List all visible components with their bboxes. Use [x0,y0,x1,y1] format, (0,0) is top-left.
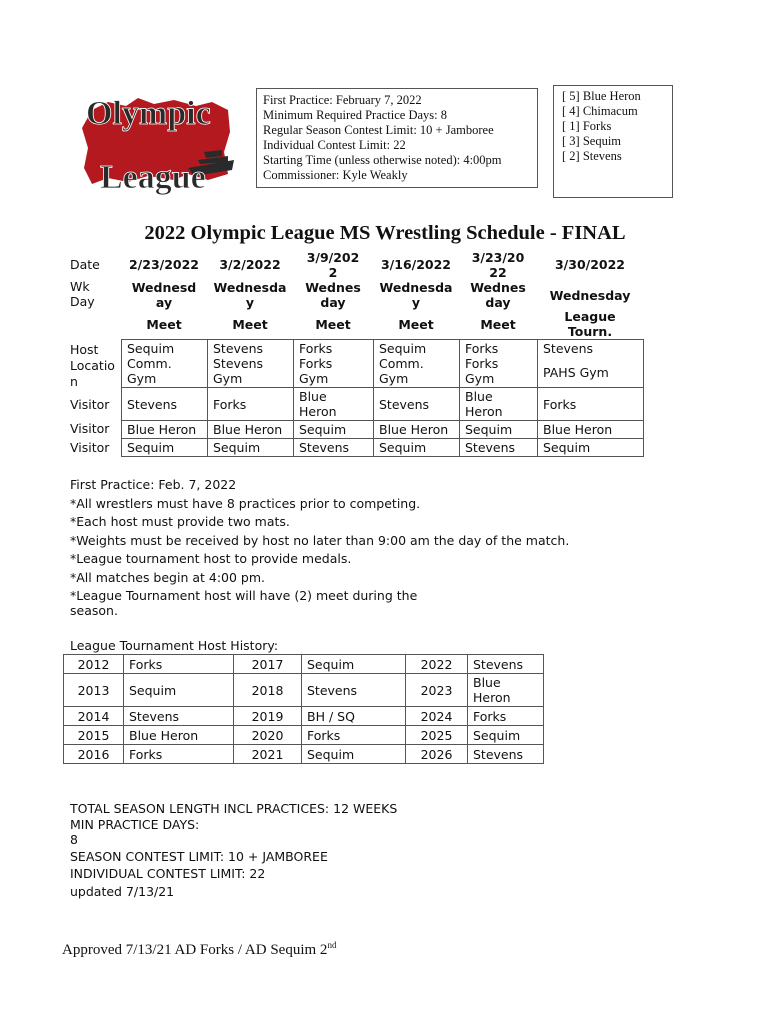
schedule-cell: Sequim [294,421,374,439]
schedule-cell [538,340,644,388]
info-line: Regular Season Contest Limit: 10 + Jamboree [263,123,494,137]
row-label-location: Locatio [70,358,115,373]
column-event-type: Meet [232,317,268,332]
cell-line: Sequim [127,341,175,356]
schedule-cell [122,388,208,421]
totals-line: INDIVIDUAL CONTEST LIMIT: 22 [70,866,266,881]
history-host: BH / SQ [302,707,406,726]
column-event-type: Meet [480,317,516,332]
history-row [64,655,544,674]
row-label-visitor: Visitor [70,397,110,412]
cell-line: Stevens [213,341,264,356]
history-year: 2013 [64,674,124,707]
history-year: 2026 [406,745,468,764]
cell-line: Blue [299,389,327,404]
history-host: Blue Heron [468,674,544,707]
history-year: 2020 [234,726,302,745]
team-line: [ 1] Forks [562,119,612,133]
cell-line: Blue [465,389,493,404]
history-host: Stevens [124,707,234,726]
row-label-day: Day [70,294,95,309]
schedule-cell: Blue Heron [374,421,460,439]
column-date: 3/30/2022 [554,257,625,272]
history-host: Sequim [302,655,406,674]
column-weekday: Wednesda [213,280,287,295]
cell-line: Comm. [379,356,424,371]
schedule-cell: Blue Heron [122,421,208,439]
history-host: Blue Heron [124,726,234,745]
totals-line: updated 7/13/21 [70,883,175,899]
cell-line: Stevens [127,396,178,412]
history-host: Sequim [124,674,234,707]
cell-line: Forks [543,396,577,412]
schedule-cell [460,340,538,388]
note-line: First Practice: Feb. 7, 2022 [70,477,237,492]
schedule-row [122,388,644,421]
history-host: Forks [468,707,544,726]
cell-line: Forks [299,341,333,356]
column-event-type: Meet [398,317,434,332]
history-year: 2024 [406,707,468,726]
row-label-host: Host [70,342,99,357]
schedule-cell [294,388,374,421]
cell-line: Gym [127,371,157,386]
team-line: [ 5] Blue Heron [562,89,641,103]
column-weekday-cont: day [485,295,511,310]
cell-line: Forks [299,356,333,371]
column-date: 3/16/2022 [380,257,451,272]
row-label-wk: Wk [70,279,90,294]
totals-line: 8 [70,831,78,847]
column-event-type: League [564,309,616,324]
column-weekday: Wednesday [549,288,631,303]
note-line: *Weights must be received by host no later than 9:00 am the day of the match. [70,532,570,548]
schedule-cell [374,388,460,421]
schedule-cell: Stevens [294,439,374,457]
history-year: 2016 [64,745,124,764]
column-weekday: Wednesda [379,280,453,295]
history-year: 2022 [406,655,468,674]
history-host: Stevens [468,745,544,764]
column-weekday-cont: day [320,295,346,310]
history-host: Sequim [468,726,544,745]
column-weekday: Wednesd [131,280,197,295]
history-row [64,726,544,745]
column-weekday-cont: y [411,295,421,310]
history-year: 2021 [234,745,302,764]
teams-box [553,85,673,198]
column-date: 3/2/2022 [219,257,281,272]
column-date: 3/9/202 [306,250,360,265]
history-year: 2017 [234,655,302,674]
history-title: League Tournament Host History: [70,638,279,653]
column-weekday-cont: y [245,295,255,310]
history-host: Forks [302,726,406,745]
schedule-cell: Stevens [460,439,538,457]
page-title: 2022 Olympic League MS Wrestling Schedule - FINAL [144,222,626,244]
schedule-row [122,439,644,457]
info-line: Commissioner: Kyle Weakly [263,168,408,182]
cell-line: PAHS Gym [543,365,609,380]
note-line: *All wrestlers must have 8 practices prior to competing. [70,495,421,511]
history-host: Stevens [468,655,544,674]
team-line: [ 4] Chimacum [562,104,638,118]
schedule-cell: Blue Heron [538,421,644,439]
schedule-row [122,421,644,439]
info-line: Minimum Required Practice Days: 8 [263,108,447,122]
cell-line: Gym [379,371,409,386]
schedule-cell [208,388,294,421]
cell-line: Comm. [127,356,172,371]
history-table [63,654,544,764]
column-weekday-cont: ay [155,295,173,310]
schedule-cell: Sequim [122,439,208,457]
logo-text-league: League [100,159,206,196]
cell-line: Heron [465,404,503,419]
cell-line: Sequim [379,341,427,356]
season-info-box [256,88,538,188]
column-event-type-cont: Tourn. [567,324,613,339]
note-line: *League Tournament host will have (2) meet during the season. [70,588,418,618]
history-host: Stevens [302,674,406,707]
history-host: Forks [124,655,234,674]
cell-line: Stevens [543,341,594,356]
cell-line: Forks [465,341,499,356]
schedule-cell: Sequim [374,439,460,457]
info-line: Individual Contest Limit: 22 [263,138,406,152]
row-label-visitor: Visitor [70,421,110,436]
cell-line: Heron [299,404,337,419]
cell-line: Forks [465,356,499,371]
season-totals [70,800,430,900]
history-row [64,745,544,764]
schedule-table [121,339,644,457]
column-event-type: Meet [315,317,351,332]
column-date-cont: 2 [328,265,338,280]
totals-line: MIN PRACTICE DAYS: [70,816,200,832]
history-year: 2012 [64,655,124,674]
history-year: 2019 [234,707,302,726]
info-line: First Practice: February 7, 2022 [263,93,422,107]
schedule-cell [294,340,374,388]
row-label-date: Date [70,257,100,272]
cell-line: Gym [465,371,495,386]
schedule-cell: Blue Heron [208,421,294,439]
column-date: 2/23/2022 [128,257,199,272]
column-date: 3/23/20 [471,250,525,265]
info-line: Starting Time (unless otherwise noted): 4:00pm [263,153,502,167]
cell-line: Forks [213,396,247,412]
cell-line: Gym [299,371,329,386]
notes-section [70,476,590,618]
schedule-cell [538,388,644,421]
schedule-cell [122,340,208,388]
footer-text: Approved 7/13/21 AD Forks / AD Sequim 2 [62,942,328,958]
schedule-cell: Sequim [460,421,538,439]
team-line: [ 3] Sequim [562,134,622,148]
history-year: 2025 [406,726,468,745]
column-weekday: Wednes [470,280,526,295]
history-year: 2023 [406,674,468,707]
logo-text-olympic: Olympic [86,95,211,132]
schedule-cell: Sequim [208,439,294,457]
totals-line: TOTAL SEASON LENGTH INCL PRACTICES: 12 WEEKS [70,801,398,816]
history-year: 2014 [64,707,124,726]
cell-line: Gym [213,371,243,386]
history-year: 2015 [64,726,124,745]
history-year: 2018 [234,674,302,707]
column-event-type: Meet [146,317,182,332]
note-line: *League tournament host to provide medals. [70,551,352,566]
olympic-league-logo [78,88,238,196]
totals-line: SEASON CONTEST LIMIT: 10 + JAMBOREE [70,848,328,864]
history-host: Forks [124,745,234,764]
team-line: [ 2] Stevens [562,149,622,163]
history-row [64,707,544,726]
schedule-cell: Sequim [538,439,644,457]
column-date-cont: 22 [489,265,507,280]
schedule-row [122,340,644,388]
column-weekday: Wednes [305,280,361,295]
row-label-visitor: Visitor [70,440,110,455]
footer-sup: nd [327,940,337,950]
cell-line: Stevens [213,356,264,371]
row-label-location-end: n [70,374,78,389]
approval-footer [62,940,336,959]
history-host: Sequim [302,745,406,764]
cell-line: Stevens [379,396,430,412]
schedule-cell [374,340,460,388]
note-line: *Each host must provide two mats. [70,514,290,529]
schedule-cell [208,340,294,388]
history-row [64,674,544,707]
note-line: *All matches begin at 4:00 pm. [70,569,266,585]
schedule-cell [460,388,538,421]
